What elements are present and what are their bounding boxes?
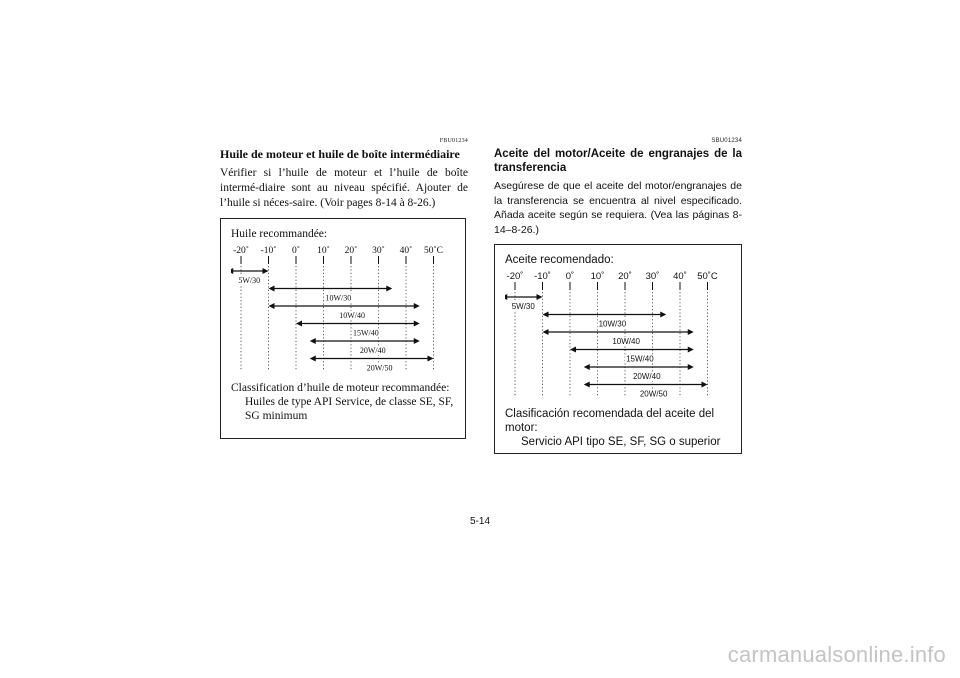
section-code: FBU01234 [439, 138, 468, 144]
range-arrow-left [296, 321, 302, 327]
oil-viscosity-chart [231, 241, 457, 381]
tick-label: 50˚C [697, 271, 718, 282]
range-arrow-right [414, 321, 420, 327]
range-arrow-left [310, 356, 316, 362]
tick-label: -10˚ [534, 271, 551, 282]
tick-label: 30˚ [372, 246, 385, 256]
range-arrow-left [543, 312, 549, 318]
grade-label: 10W/30 [598, 319, 627, 329]
box-title: Huile recommandée: [231, 228, 328, 240]
tick-label: 10˚ [590, 271, 605, 282]
recommended-oil-box [220, 218, 466, 439]
page-number: 5-14 [470, 516, 491, 527]
watermark: carmanualsonline.info [727, 642, 946, 667]
range-arrow-right [660, 312, 666, 318]
grade-label: 10W/40 [612, 337, 640, 346]
section-heading: Aceite del motor/Aceite de engranajes de la transferencia [494, 148, 742, 174]
range-arrow-right [428, 356, 434, 362]
range-arrow-left [570, 347, 576, 353]
tick-label: 40˚ [673, 271, 687, 282]
grade-label: 20W/40 [632, 372, 661, 381]
grade-label: 20W/40 [359, 346, 386, 355]
range-arrow-right [537, 294, 543, 300]
tick-label: 0˚ [565, 271, 575, 282]
range-arrow-right [702, 382, 708, 388]
range-arrow-right [414, 338, 420, 344]
grade-label: 15W/40 [352, 328, 379, 338]
section-body: Asegúrese de que el aceite del motor/engranajes de la transferencia se encuentra al nivel especificado. Añada aceite según se requiera. (Vea las páginas 8-14–8-26.) [494, 180, 742, 236]
range-arrow-left [269, 303, 275, 309]
tick-label: 50˚C [424, 246, 443, 256]
tick-label: 20˚ [344, 246, 358, 256]
range-arrow-left [584, 364, 590, 370]
range-arrow-right [386, 286, 392, 292]
tick-label: -20˚ [506, 271, 524, 282]
section-body: Vérifier si l’huile de moteur et l’huile de boîte intermé-diaire sont au niveau spécifié. Ajouter de l’huile si néces-saire. (Voir pages 8-14 à 8-26.) [220, 167, 468, 209]
box-title: Aceite recomendado: [505, 254, 614, 266]
tick-label: 0˚ [292, 246, 300, 256]
grade-label: 20W/50 [366, 363, 393, 373]
section-code: SBU01234 [711, 138, 742, 144]
grade-label: 10W/40 [339, 311, 366, 320]
tick-label: 30˚ [645, 271, 660, 282]
range-arrow-left [543, 329, 549, 335]
grade-label: 5W/30 [511, 302, 535, 311]
tick-label: 20˚ [618, 271, 632, 282]
oil-viscosity-chart [505, 267, 731, 407]
tick-label: 10˚ [317, 246, 330, 256]
range-arrow-left [505, 294, 507, 300]
section-heading: Huile de moteur et huile de boîte intermédiaire [220, 147, 460, 161]
range-arrow-right [688, 347, 694, 353]
range-arrow-left [269, 286, 275, 292]
range-arrow-right [414, 303, 420, 309]
grade-label: 10W/30 [325, 293, 352, 303]
tick-label: 40˚ [399, 246, 413, 256]
french-column [220, 138, 468, 439]
tick-label: -20˚ [233, 246, 249, 256]
grade-label: 20W/50 [639, 389, 668, 399]
tick-label: -10˚ [260, 246, 277, 256]
classification-detail: Servicio API tipo SE, SF, SG o superior [521, 436, 721, 448]
range-arrow-left [231, 268, 233, 274]
classification-label: Clasificación recomendada del aceite del motor: [505, 408, 715, 434]
recommended-oil-box [494, 244, 742, 454]
spanish-column [494, 138, 742, 454]
range-arrow-left [310, 338, 316, 344]
range-arrow-right [688, 329, 694, 335]
grade-label: 5W/30 [238, 276, 261, 285]
grade-label: 15W/40 [626, 354, 654, 364]
range-arrow-right [263, 268, 269, 274]
range-arrow-left [584, 382, 590, 388]
classification-label: Classification d’huile de moteur recommandée: [231, 382, 450, 394]
range-arrow-right [688, 364, 694, 370]
classification-detail: Huiles de type API Service, de classe SE, SF, SG minimum [245, 396, 454, 422]
